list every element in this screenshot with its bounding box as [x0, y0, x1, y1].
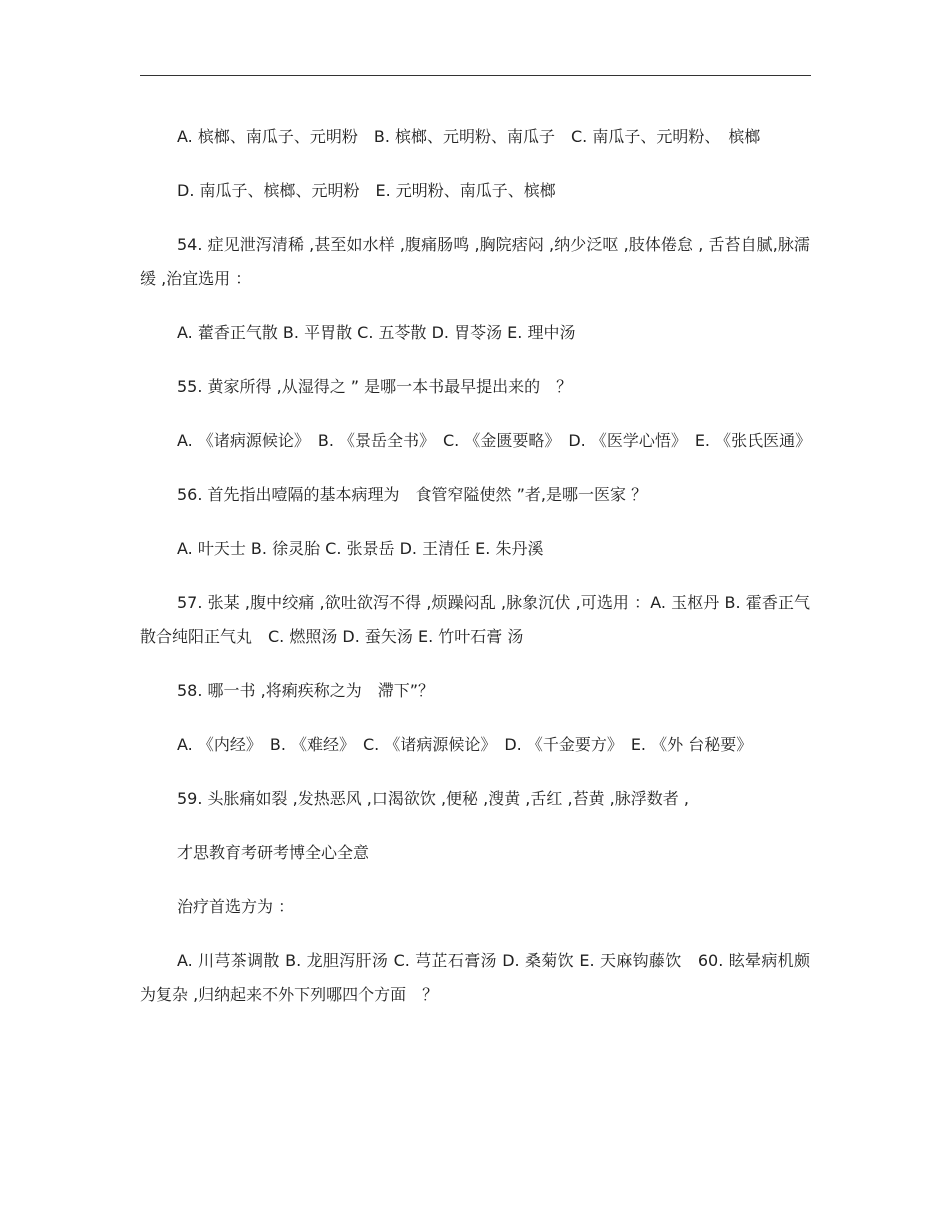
question-55: 55. 黄家所得 ,从湿得之 ” 是哪一本书最早提出来的 ？	[177, 377, 573, 396]
watermark-text: 才思教育考研考博全心全意	[177, 843, 370, 862]
question-59: 59. 头胀痛如裂 ,发热恶风 ,口渴欲饮 ,便秘 ,溲黄 ,舌红 ,苔黄 ,脉浮数者 ,	[177, 789, 689, 808]
answer-options-53: A. 槟榔、南瓜子、元明粉 B. 槟榔、元明粉、南瓜子 C. 南瓜子、元明粉、 槟榔	[177, 127, 761, 146]
answer-options-56: A. 叶天士 B. 徐灵胎 C. 张景岳 D. 王清任 E. 朱丹溪	[177, 539, 544, 558]
question-56: 56. 首先指出噎隔的基本病理为 食管窄隘使然 ”者,是哪一医家 ？	[177, 485, 648, 504]
answer-options-59-question-60: A. 川芎茶调散 B. 龙胆泻肝汤 C. 芎芷石膏汤 D. 桑菊饮 E. 天麻钩藤饮 60. 眩晕病机颇为复杂 ,归纳起来不外下列哪四个方面 ？	[140, 951, 810, 1004]
question-54: 54. 症见泄泻清稀 ,甚至如水样 ,腹痛肠鸣 ,胸院痞闷 ,纳少泛呕 ,肢体倦怠 , 舌苔自腻,脉濡缓 ,治宜选用 ：	[140, 235, 810, 288]
answer-options-54: A. 藿香正气散 B. 平胃散 C. 五苓散 D. 胃苓汤 E. 理中汤	[177, 323, 576, 342]
header-rule	[140, 75, 811, 76]
answer-options-55: A. 《诸病源候论》 B. 《景岳全书》 C. 《金匮要略》 D. 《医学心悟》 E. 《张氏医通》	[177, 431, 812, 450]
question-58: 58. 哪一书 ,将痢疾称之为 滯下”？	[177, 681, 434, 700]
page-content	[140, 120, 810, 1032]
answer-options-53-cont: D. 南瓜子、槟榔、元明粉 E. 元明粉、南瓜子、槟榔	[177, 181, 556, 200]
answer-options-58: A. 《内经》 B. 《难经》 C. 《诸病源候论》 D. 《千金要方》 E. 《外 台秘要》	[177, 735, 753, 754]
question-57: 57. 张某 ,腹中绞痛 ,欲吐欲泻不得 ,烦躁闷乱 ,脉象沉伏 ,可选用 ：A. 玉枢丹 B. 霍香正气散合纯阳正气丸 C. 燃照汤 D. 蚕矢汤 E. 竹叶石膏 汤	[140, 593, 810, 646]
question-59-cont: 治疗首选方为 ：	[177, 897, 295, 916]
